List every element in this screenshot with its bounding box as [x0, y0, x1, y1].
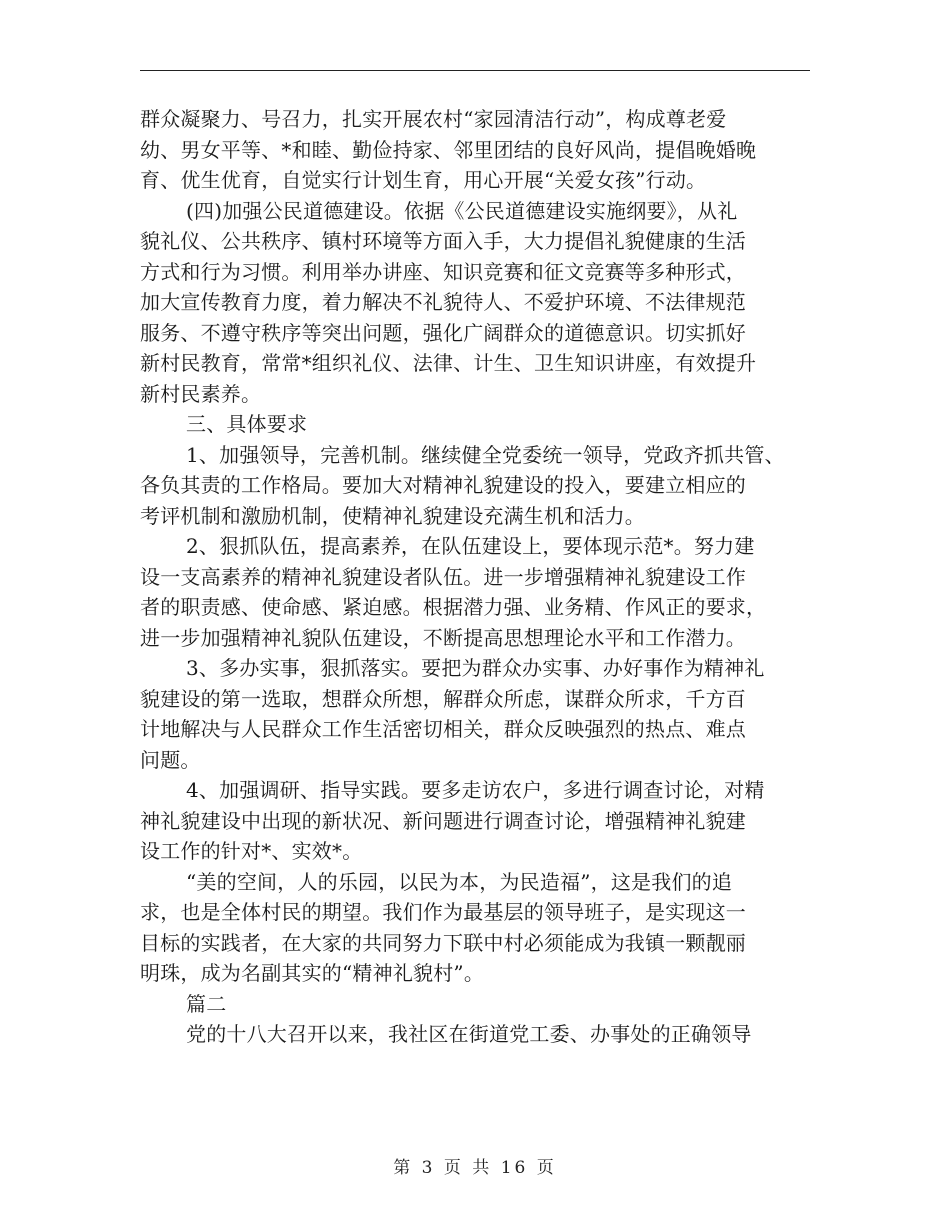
text-line: 设一支高素养的精神礼貌建设者队伍。进一步增强精神礼貌建设工作: [140, 564, 746, 589]
text-line: 目标的实践者，在大家的共同努力下联中村必须能成为我镇一颗靓丽: [140, 930, 746, 955]
text-line: 设工作的针对*、实效*。: [140, 839, 363, 863]
page-footer: 第 3 页 共 16 页: [393, 1158, 557, 1178]
text-line: 1、加强领导，完善机制。继续健全党委统一领导，党政齐抓共管、: [186, 442, 785, 467]
text-line: 者的职责感、使命感、紧迫感。根据潜力强、业务精、作风正的要求，: [140, 595, 767, 619]
text-line: 各负其责的工作格局。要加大对精神礼貌建设的投入，要建立相应的: [140, 473, 746, 497]
text-line: 新村民教育，常常*组织礼仪、法律、计生、卫生知识讲座，有效提升: [140, 351, 757, 375]
text-line: 方式和行为习惯。利用举办讲座、知识竞赛和征文竞赛等多种形式，: [140, 259, 746, 284]
text-line: 计地解决与人民群众工作生活密切相关，群众反映强烈的热点、难点: [140, 717, 746, 741]
text-line: 新村民素养。: [140, 381, 262, 406]
text-line: 服务、不遵守秩序等突出问题，强化广阔群众的道德意识。切实抓好: [140, 320, 746, 345]
text-line: 神礼貌建设中出现的新状况、新问题进行调查讨论，增强精神礼貌建: [140, 808, 746, 833]
text-line: 党的十八大召开以来，我社区在街道党工委、办事处的正确领导: [186, 1022, 752, 1046]
text-line: 明珠，成为名副其实的“精神礼貌村”。: [140, 961, 485, 985]
text-line: “美的空间，人的乐园，以民为本，为民造福”，这是我们的追: [186, 869, 733, 894]
text-line: 问题。: [140, 747, 201, 772]
text-line: 群众凝聚力、号召力，扎实开展农村“家园清洁行动”，构成尊老爱: [140, 107, 727, 131]
text-line: 2、狠抓队伍，提高素养，在队伍建设上，要体现示范*。努力建: [186, 534, 755, 558]
text-line: 求，也是全体村民的期望。我们作为最基层的领导班子，是实现这一: [140, 900, 746, 924]
text-line: 貌建设的第一选取，想群众所想，解群众所虑，谋群众所求，千方百: [140, 686, 746, 711]
text-line: 加大宣传教育力度，着力解决不礼貌待人、不爱护环境、不法律规范: [140, 290, 746, 314]
text-line: 育、优生优育，自觉实行计划生育，用心开展“关爱女孩”行动。: [140, 168, 707, 192]
text-line: 幼、男女平等、*和睦、勤俭持家、邻里团结的良好风尚，提倡晚婚晚: [140, 137, 757, 162]
text-line: 进一步加强精神礼貌队伍建设，不断提高思想理论水平和工作潜力。: [140, 625, 746, 650]
text-line: 考评机制和激励机制，使精神礼貌建设充满生机和活力。: [140, 503, 645, 528]
text-line: 篇二: [186, 991, 227, 1016]
text-line: (四)加强公民道德建设。依据《公民道德建设实施纲要》，从礼: [186, 198, 738, 223]
text-line: 3、多办实事，狠抓落实。要把为群众办实事、办好事作为精神礼: [186, 656, 765, 680]
body-text: [140, 104, 810, 1050]
header-rule: [140, 70, 810, 71]
text-line: 4、加强调研、指导实践。要多走访农户，多进行调查讨论，对精: [186, 778, 765, 802]
text-line: 三、具体要求: [186, 412, 308, 436]
text-line: 貌礼仪、公共秩序、镇村环境等方面入手，大力提倡礼貌健康的生活: [140, 229, 746, 253]
